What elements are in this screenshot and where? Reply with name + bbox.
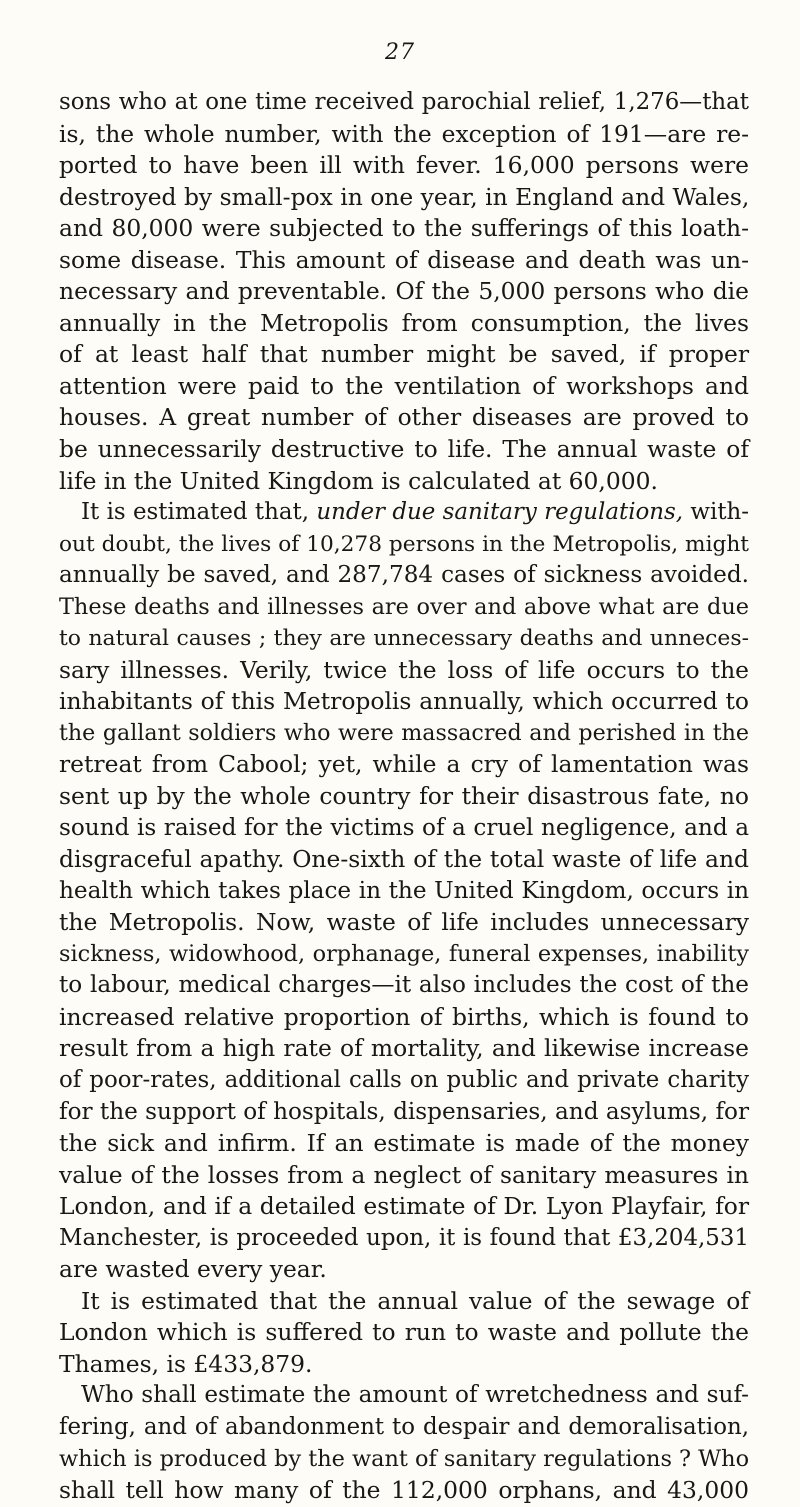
text-line: necessary and preventable. Of the 5,000 persons who die bbox=[59, 277, 749, 306]
text-line bbox=[59, 497, 749, 529]
italic-emphasis: under due sanitary regulations, bbox=[316, 499, 684, 526]
text-line: houses. A great number of other diseases are proved to bbox=[59, 403, 749, 432]
text-line: sary illnesses. Verily, twice the loss of life occurs to the bbox=[59, 655, 749, 684]
text-line: disgraceful apathy. One-sixth of the total waste of life and bbox=[59, 845, 749, 874]
text-segment: with- bbox=[683, 499, 750, 526]
text-line: London, and if a detailed estimate of Dr. Lyon Playfair, for bbox=[59, 1192, 749, 1221]
text-line: Manchester, is proceeded upon, it is found that £3,204,531 bbox=[59, 1224, 749, 1251]
text-line: the gallant soldiers who were massacred and perished in the bbox=[59, 719, 749, 746]
text-line: London which is suffered to run to waste and pollute the bbox=[59, 1318, 749, 1347]
text-line: ported to have been ill with fever. 16,000 persons were bbox=[59, 151, 749, 180]
text-line: to natural causes ; they are unnecessary deaths and unneces- bbox=[59, 626, 749, 652]
text-line: destroyed by small-pox in one year, in England and Wales, bbox=[59, 182, 750, 211]
text-line: It is estimated that the annual value of the sewage of bbox=[81, 1286, 749, 1315]
text-line: the sick and infirm. If an estimate is made of the money bbox=[59, 1129, 749, 1158]
text-line: sons who at one time received parochial relief, 1,276—that bbox=[59, 89, 749, 115]
text-line: which is produced by the want of sanitary regulations ? Who bbox=[59, 1445, 750, 1472]
text-line: the Metropolis. Now, waste of life includes unnecessary bbox=[59, 908, 749, 937]
page-number: 27 bbox=[385, 40, 415, 65]
text-line: increased relative proportion of births, which is found to bbox=[59, 1002, 749, 1031]
text-line: be unnecessarily destructive to life. The annual waste of bbox=[59, 435, 749, 464]
text-line: of poor-rates, additional calls on public and private charity bbox=[59, 1066, 749, 1093]
text-line: annually in the Metropolis from consumption, the lives bbox=[59, 308, 749, 337]
text-line: inhabitants of this Metropolis annually, which occurred to bbox=[59, 687, 749, 716]
text-line: result from a high rate of mortality, and likewise increase bbox=[59, 1034, 749, 1063]
text-line: is, the whole number, with the exception of 191—are re- bbox=[59, 119, 749, 148]
text-line: shall tell how many of the 112,000 orphans, and 43,000 bbox=[59, 1476, 749, 1505]
text-line: of at least half that number might be saved, if proper bbox=[59, 340, 749, 369]
text-line: for the support of hospitals, dispensaries, and asylums, for bbox=[59, 1098, 750, 1125]
text-line: are wasted every year. bbox=[59, 1255, 327, 1284]
text-line: Thames, is £433,879. bbox=[59, 1349, 313, 1378]
text-line: sickness, widowhood, orphanage, funeral expenses, inability bbox=[59, 940, 749, 967]
text-line: some disease. This amount of disease and death was un- bbox=[59, 245, 749, 274]
body-text bbox=[59, 87, 749, 1507]
text-line: Who shall estimate the amount of wretchedness and suf- bbox=[81, 1382, 749, 1409]
text-line: to labour, medical charges—it also includes the cost of the bbox=[59, 972, 749, 999]
text-line: sent up by the whole country for their disastrous fate, no bbox=[59, 782, 749, 811]
text-line: health which takes place in the United Kingdom, occurs in bbox=[59, 877, 749, 904]
text-line: sound is raised for the victims of a cruel negligence, and a bbox=[59, 814, 749, 841]
text-line: fering, and of abandonment to despair and demoralisation, bbox=[59, 1413, 749, 1440]
text-line: life in the United Kingdom is calculated at 60,000. bbox=[59, 466, 658, 495]
text-line: retreat from Cabool; yet, while a cry of lamentation was bbox=[59, 750, 749, 779]
text-line: attention were paid to the ventilation of workshops and bbox=[59, 371, 749, 400]
text-line: out doubt, the lives of 10,278 persons in the Metropolis, might bbox=[59, 531, 749, 557]
text-line: value of the losses from a neglect of sanitary measures in bbox=[59, 1160, 749, 1189]
text-line: annually be saved, and 287,784 cases of sickness avoided. bbox=[59, 562, 749, 589]
text-segment: It is estimated that, bbox=[81, 499, 317, 526]
text-line: These deaths and illnesses are over and above what are due bbox=[59, 593, 749, 620]
text-line: and 80,000 were subjected to the sufferings of this loath- bbox=[59, 214, 749, 243]
